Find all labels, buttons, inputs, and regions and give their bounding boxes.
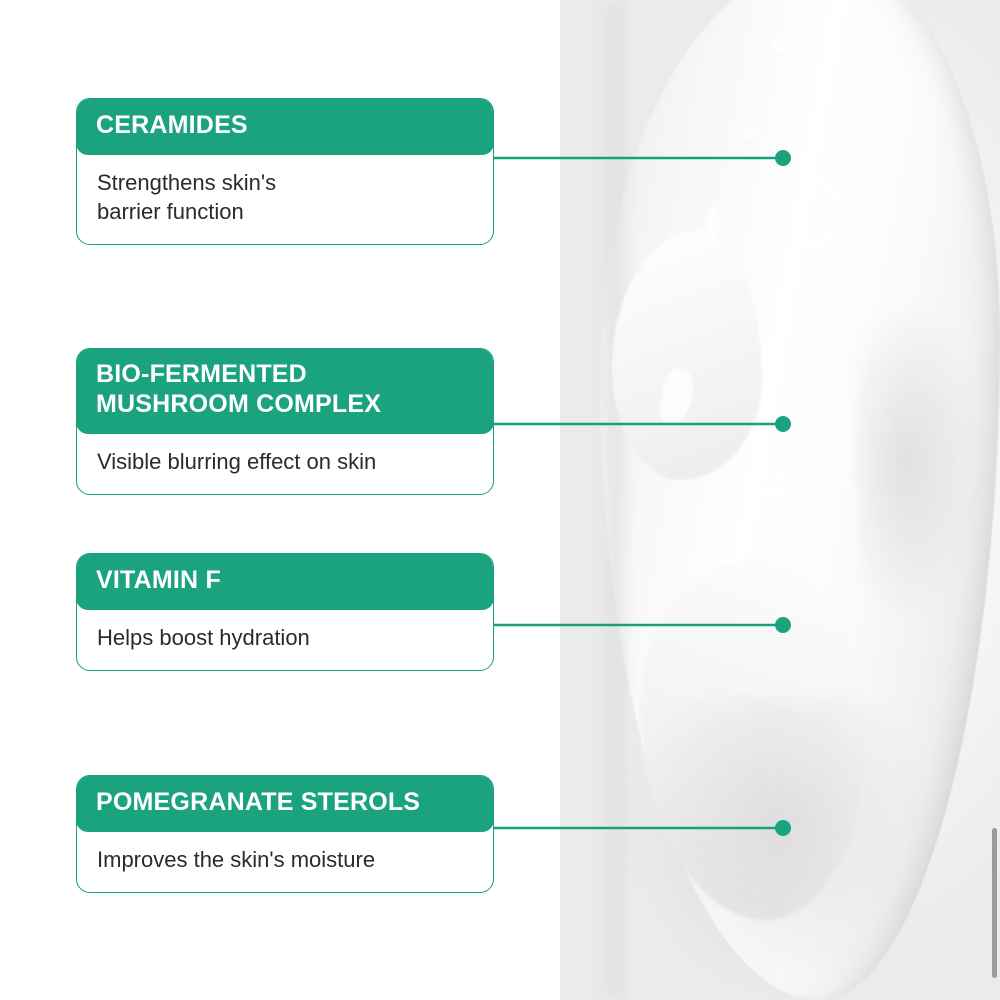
callout-description-pomegranate: Improves the skin's moisture: [97, 846, 376, 872]
cream-edge-highlight: [596, 0, 632, 1000]
callout-title-line-2: MUSHROOM COMPLEX: [96, 389, 382, 418]
cream-shadow-right: [858, 300, 978, 620]
cream-highlight-6: [752, 470, 794, 496]
callout-description-mushroom: Visible blurring effect on skin: [97, 449, 377, 474]
callout-title-pomegranate: POMEGRANATE STEROLS: [76, 775, 494, 832]
callout-card-mushroom[interactable]: [76, 348, 494, 495]
callout-card-ceramides[interactable]: [76, 98, 494, 245]
callout-title-ceramides: CERAMIDES: [76, 98, 494, 155]
cream-lobe-upper: [612, 230, 762, 480]
callout-description-line-2: barrier function: [97, 198, 244, 224]
callout-title-vitaminf: VITAMIN F: [76, 553, 494, 610]
callout-title-mushroom: [76, 348, 494, 434]
scrollbar-thumb[interactable]: [992, 828, 997, 978]
callout-description-ceramides: [77, 154, 493, 244]
cream-lobe-lower: [640, 560, 870, 920]
callout-dot-ceramides: [775, 150, 791, 166]
cream-swatch-shape: [600, 0, 1000, 1000]
cream-shadow-bottom: [630, 700, 930, 1000]
cream-highlight-2: [743, 126, 761, 141]
callout-dot-mushroom: [775, 416, 791, 432]
callout-title-line-1: BIO-FERMENTED: [96, 360, 307, 388]
callout-card-pomegranate[interactable]: [76, 775, 494, 893]
cream-highlight-5: [656, 366, 697, 429]
callout-description-vitaminf: Helps boost hydration: [97, 624, 310, 650]
cream-highlight-1: [770, 31, 800, 56]
cream-highlight-4: [706, 208, 720, 238]
cream-background: [560, 0, 1000, 1000]
callout-dot-pomegranate: [775, 820, 791, 836]
callout-description-line-1: Strengthens skin's: [97, 169, 277, 195]
cream-highlight-3: [800, 178, 836, 248]
callout-card-vitaminf[interactable]: [76, 553, 494, 671]
callout-dot-vitaminf: [775, 617, 791, 633]
